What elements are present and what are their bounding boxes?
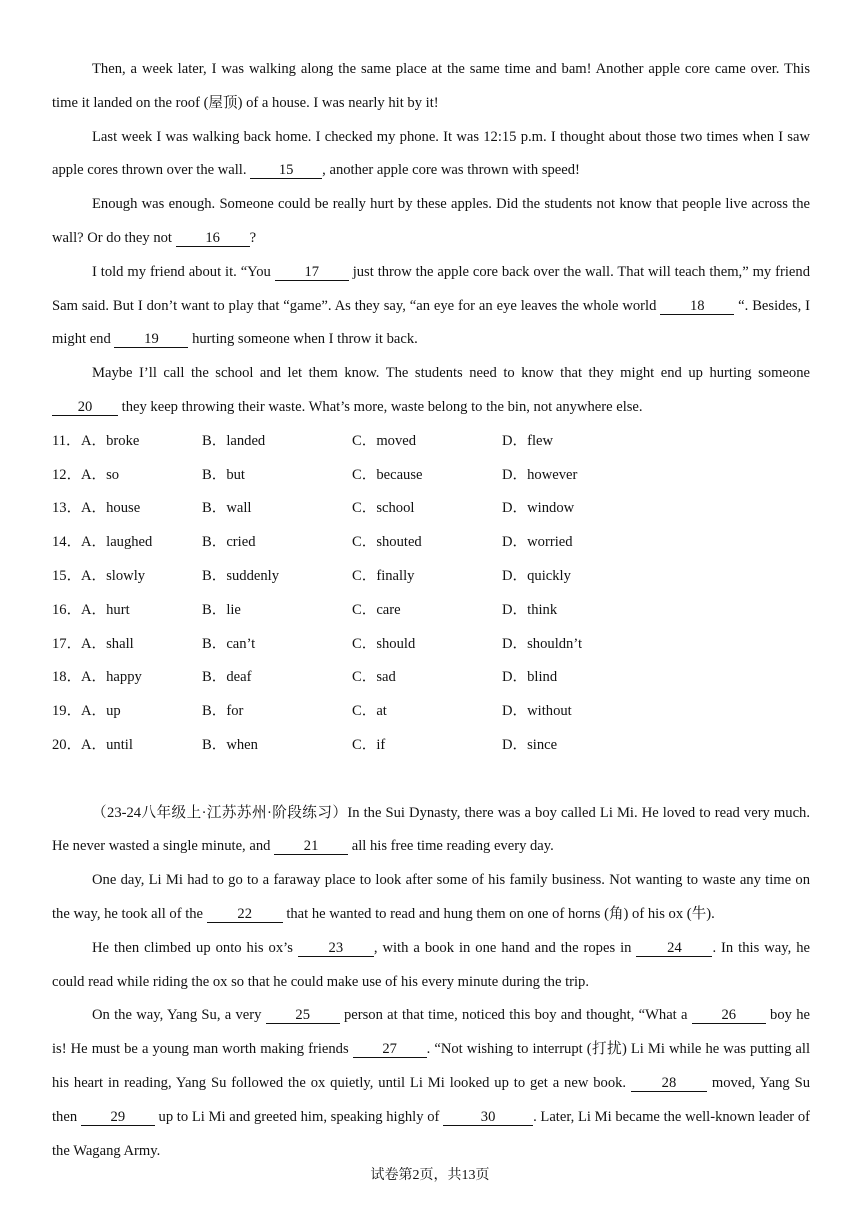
answer-blank-20[interactable]: 20 — [52, 400, 118, 416]
option-b[interactable]: B．for — [202, 703, 244, 720]
option-b[interactable]: B．landed — [202, 432, 266, 449]
option-row — [52, 729, 810, 763]
paragraph-text: ? — [249, 229, 257, 246]
paragraph-text: Enough was enough. Someone could be really hurt by these apples. Did the students not know that people live across the wall? Or do they not — [52, 196, 810, 246]
exam-page — [52, 53, 810, 1168]
question-number: 17． — [52, 635, 82, 652]
paragraph — [52, 864, 810, 932]
option-b[interactable]: B．but — [202, 466, 245, 483]
option-d[interactable]: D．window — [502, 500, 575, 517]
option-a[interactable]: A．hurt — [81, 601, 130, 618]
paragraph-text: One day, Li Mi had to go to a faraway place to look after some of his family business. Not wanting to waste any time on the way, he took all of the — [52, 872, 810, 922]
paragraph-text: He then climbed up onto his ox’s — [92, 939, 298, 956]
option-c[interactable]: C．should — [352, 635, 416, 652]
option-b[interactable]: B．when — [202, 736, 258, 753]
answer-blank-21[interactable]: 21 — [274, 839, 348, 855]
paragraph — [52, 188, 810, 256]
option-b[interactable]: B．wall — [202, 500, 252, 517]
paragraph — [52, 999, 810, 1168]
paragraph-text: that he wanted to read and hung them on one of horns (角) of his ox (牛). — [282, 905, 715, 922]
paragraph — [52, 121, 810, 189]
option-d[interactable]: D．blind — [502, 669, 558, 686]
question-number: 19． — [52, 703, 82, 720]
question-number: 12． — [52, 466, 82, 483]
option-a[interactable]: A．until — [81, 736, 133, 753]
paragraph-text: up to Li Mi and greeted him, speaking highly of — [154, 1108, 444, 1125]
paragraph-text: On the way, Yang Su, a very — [92, 1007, 266, 1024]
option-d[interactable]: D．since — [502, 736, 558, 753]
answer-blank-30[interactable]: 30 — [443, 1110, 533, 1126]
answer-blank-28[interactable]: 28 — [631, 1076, 707, 1092]
option-a[interactable]: A．happy — [81, 669, 142, 686]
option-b[interactable]: B．cried — [202, 534, 256, 551]
question-number: 13． — [52, 500, 82, 517]
paragraph-text: all his free time reading every day. — [348, 838, 554, 855]
option-b[interactable]: B．lie — [202, 601, 241, 618]
paragraph — [52, 357, 810, 425]
question-number: 20． — [52, 736, 82, 753]
paragraph-text: moved, Yang Su then — [52, 1074, 810, 1125]
option-c[interactable]: C．because — [352, 466, 423, 483]
answer-blank-25[interactable]: 25 — [266, 1008, 340, 1024]
answer-blank-27[interactable]: 27 — [353, 1042, 427, 1058]
option-b[interactable]: B．deaf — [202, 669, 252, 686]
option-c[interactable]: C．if — [352, 736, 386, 753]
options-list — [52, 425, 810, 763]
paragraph-text: I told my friend about it. “You — [92, 263, 275, 280]
option-a[interactable]: A．laughed — [81, 534, 153, 551]
answer-blank-29[interactable]: 29 — [81, 1110, 155, 1126]
option-a[interactable]: A．broke — [81, 432, 140, 449]
paragraph-text: Then, a week later, I was walking along the same place at the same time and bam! Another apple core came over. This time it landed on the roof (屋顶) of a house. I was nearly hit by it! — [52, 61, 810, 111]
option-row — [52, 492, 810, 526]
option-row — [52, 594, 810, 628]
option-d[interactable]: D．think — [502, 601, 558, 618]
paragraph-text: “. Besides, I might end — [52, 297, 810, 348]
option-a[interactable]: A．slowly — [81, 567, 146, 584]
option-c[interactable]: C．at — [352, 703, 387, 720]
option-c[interactable]: C．school — [352, 500, 415, 517]
option-c[interactable]: C．shouted — [352, 534, 422, 551]
option-c[interactable]: C．care — [352, 601, 401, 618]
paragraph-text: （23-24八年级上·江苏苏州·阶段练习）In the Sui Dynasty, there was a boy called Li Mi. He loved to read very much. He never wasted a single minute, and — [52, 804, 810, 855]
paragraph — [52, 53, 810, 121]
answer-blank-22[interactable]: 22 — [207, 907, 283, 923]
answer-blank-15[interactable]: 15 — [250, 163, 322, 179]
option-row — [52, 695, 810, 729]
option-d[interactable]: D．worried — [502, 534, 573, 551]
answer-blank-19[interactable]: 19 — [114, 332, 188, 348]
option-b[interactable]: B．suddenly — [202, 567, 280, 584]
option-row — [52, 628, 810, 662]
paragraph-text: hurting someone when I throw it back. — [188, 331, 418, 348]
paragraph — [52, 932, 810, 1000]
option-c[interactable]: C．sad — [352, 669, 396, 686]
paragraph-text: they keep throwing their waste. What’s more, waste belong to the bin, not anywhere else. — [118, 398, 643, 415]
option-b[interactable]: B．can’t — [202, 635, 256, 652]
paragraph-text: , with a book in one hand and the ropes in — [373, 939, 637, 956]
paragraph-text: just throw the apple core back over the wall. That will teach them,” my friend Sam said. But I don’t want to play that “game”. As they say, “an eye for an eye leaves the whole world — [52, 263, 810, 314]
section-spacer — [52, 763, 810, 797]
option-d[interactable]: D．without — [502, 703, 572, 720]
question-number: 15． — [52, 567, 82, 584]
answer-blank-26[interactable]: 26 — [692, 1008, 766, 1024]
paragraph — [52, 256, 810, 357]
option-a[interactable]: A．house — [81, 500, 141, 517]
answer-blank-16[interactable]: 16 — [176, 231, 250, 247]
paragraph-text: boy he is! He must be a young man worth making friends — [52, 1007, 811, 1058]
option-row — [52, 661, 810, 695]
paragraph-text: . “Not wishing to interrupt (打扰) Li Mi while he was putting all his heart in reading, Yang Su followed the ox quietly, until Li Mi looked up to get a new book. — [52, 1041, 811, 1091]
option-a[interactable]: A．so — [81, 466, 120, 483]
option-row — [52, 560, 810, 594]
paragraph — [52, 797, 810, 865]
option-row — [52, 425, 810, 459]
paragraph-text: person at that time, noticed this boy and thought, “What a — [339, 1007, 692, 1024]
question-number: 18． — [52, 669, 82, 686]
answer-blank-23[interactable]: 23 — [298, 941, 374, 957]
paragraph-text: Last week I was walking back home. I checked my phone. It was 12:15 p.m. I thought about those two times when I saw apple cores thrown over the wall. — [52, 128, 810, 179]
answer-blank-17[interactable]: 17 — [275, 265, 349, 281]
question-number: 16． — [52, 601, 82, 618]
option-row — [52, 459, 810, 493]
option-d[interactable]: D．shouldn’t — [502, 635, 583, 652]
option-d[interactable]: D．flew — [502, 432, 554, 449]
option-d[interactable]: D．quickly — [502, 567, 571, 584]
answer-blank-24[interactable]: 24 — [636, 941, 712, 957]
paragraph-text: . In this way, he could read while riding the ox so that he could make use of his every minute during the trip. — [52, 939, 810, 990]
option-c[interactable]: C．moved — [352, 432, 417, 449]
option-row — [52, 526, 810, 560]
option-a[interactable]: A．shall — [81, 635, 134, 652]
paragraph-text: , another apple core was thrown with speed! — [322, 162, 580, 179]
question-number: 11． — [52, 432, 81, 449]
answer-blank-18[interactable]: 18 — [660, 299, 734, 315]
paragraph-text: Maybe I’ll call the school and let them know. The students need to know that they might end up hurting someone — [92, 365, 810, 382]
option-d[interactable]: D．however — [502, 466, 578, 483]
option-c[interactable]: C．finally — [352, 567, 415, 584]
option-a[interactable]: A．up — [81, 703, 121, 720]
question-number: 14． — [52, 534, 82, 551]
page-footer: 试卷第2页，共13页 — [370, 1168, 490, 1183]
paragraph-text: . Later, Li Mi became the well-known leader of the Wagang Army. — [52, 1108, 810, 1159]
